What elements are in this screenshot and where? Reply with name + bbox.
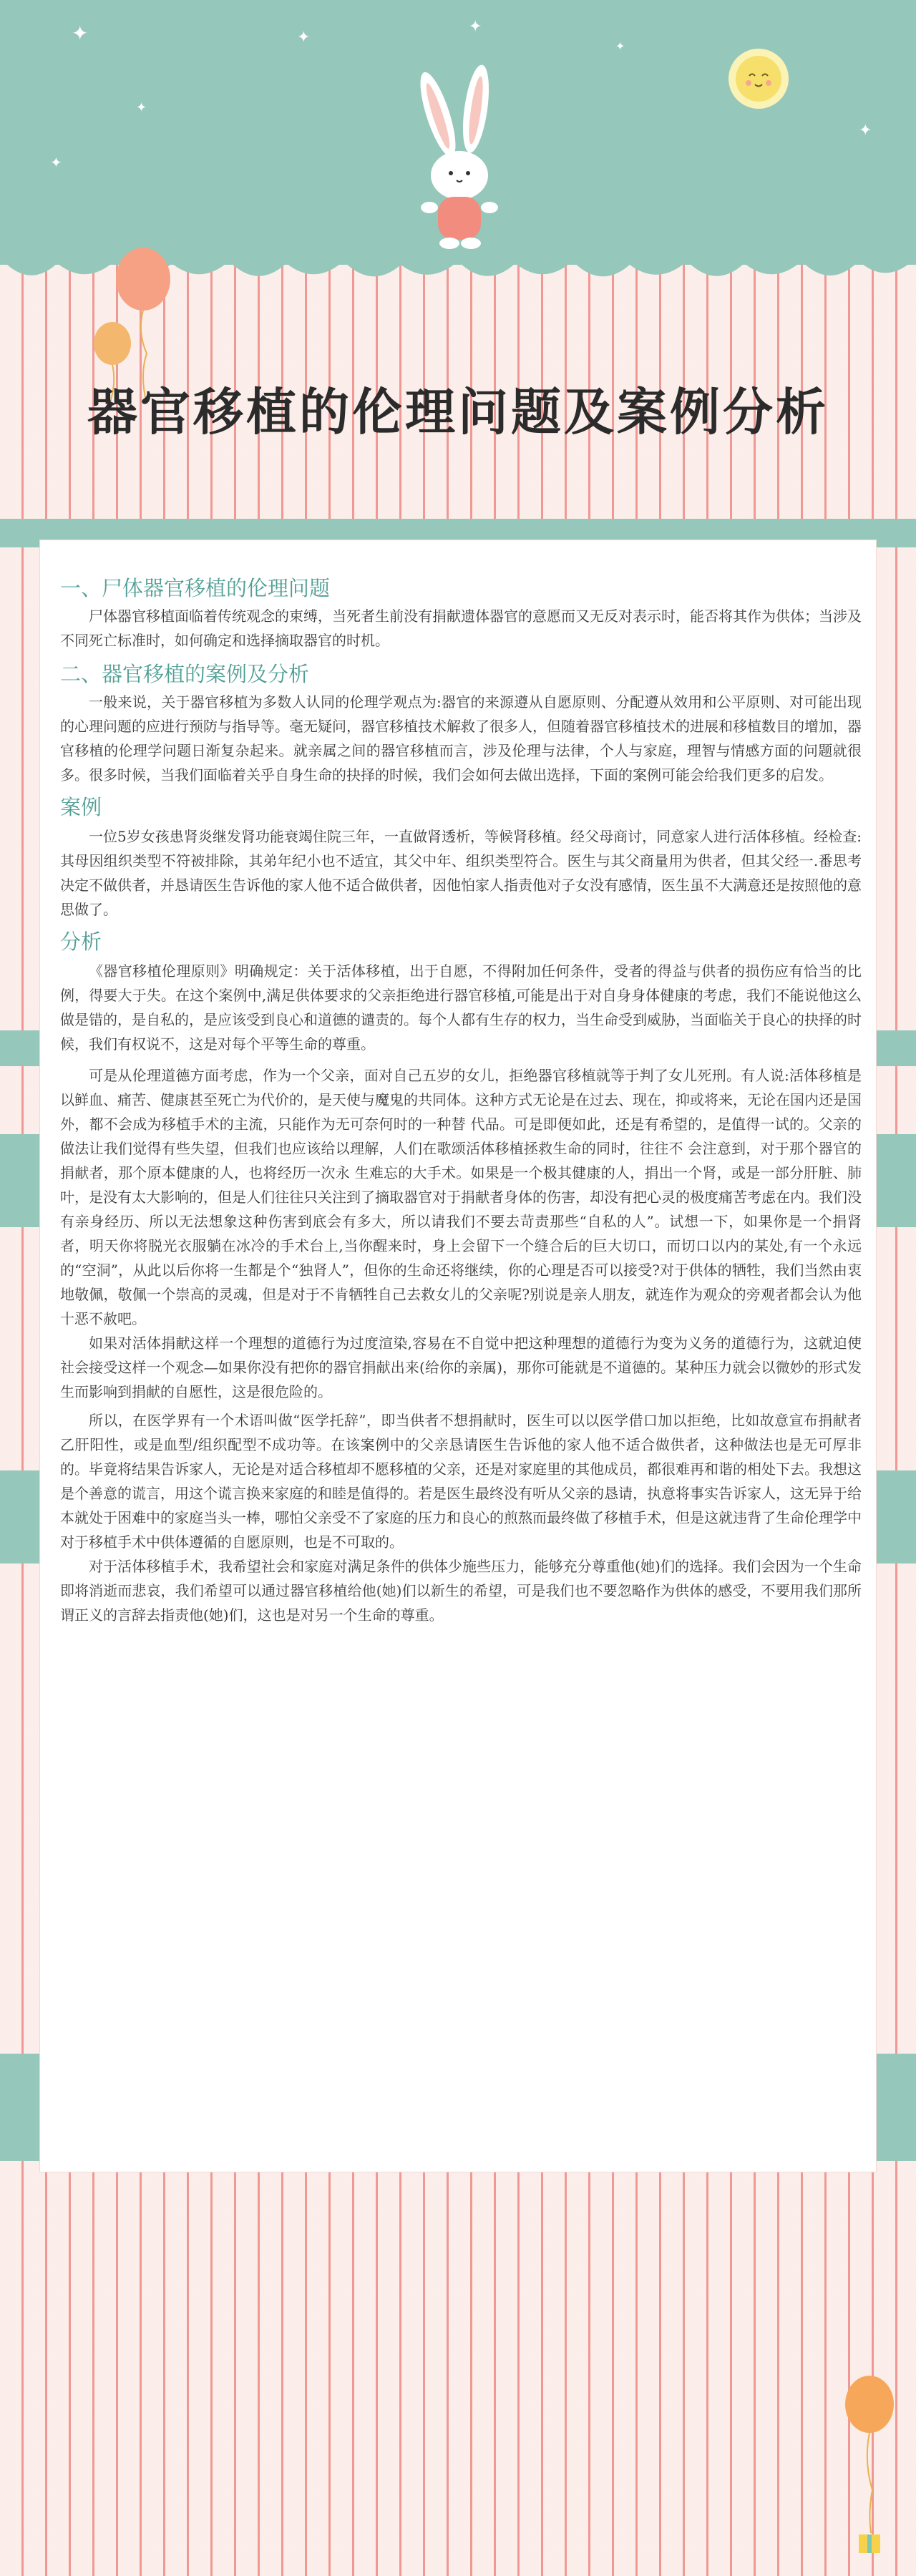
analysis-paragraph-4: 所以，在医学界有一个术语叫做“医学托辞”，即当供者不想捐献时，医生可以以医学借口加以拒绝，比如故意宣布捐献者乙肝阳性，或是血型/组织配型不成功等。在该案例中的父亲恳请医生告诉他的家人他不适合做供者，这种做法也是无可厚非的。毕竟将结果告诉家人，无论是对适合移植却不愿移植的父亲，还是对家庭里的其他成员，都很难再和谐的相处下去。我想这是个善意的谎言，用这个谎言换来家庭的和睦是值得的。若是医生最终没有听从父亲的恳请，执意将事实告诉家人，这无异于给本就处于困难中的家庭当头一棒，哪怕父亲受不了家庭的压力和良心的煎熬而最终做了移植手术，但是这就违背了生命伦理学中对于移植手术中供体遵循的自愿原则，也是不可取的。: [60, 1412, 862, 1551]
analysis-paragraph-1: 《器官移植伦理原则》明确规定：关于活体移植，出于自愿，不得附加任何条件，受者的得益与供者的损伤应有恰当的比例，得要大于失。在这个案例中,满足供体要求的父亲拒绝进行器官移植,可能是出于对自身身体健康的考虑，我们不能说他这么做是错的，是自私的，是应该受到良心和道德的谴责的。每个人都有生存的权力，当生命受到威胁，当面临关于良心的抉择的时候，我们有权说不，这是对每个平等生命的尊重。: [60, 962, 862, 1053]
analysis-paragraph-3: 如果对活体捐献这样一个理想的道德行为过度渲染,容易在不自觉中把这种理想的道德行为变为义务的道德行为，这就迫使社会接受这样一个观念—如果你没有把你的器官捐献出来(给你的亲属)，那你可能就是不道德的。某种压力就会以微妙的形式发生而影响到捐献的自愿性，这是很危险的。: [60, 1335, 862, 1400]
case-heading: 案例: [60, 795, 102, 819]
section-heading-1: 一、尸体器官移植的伦理问题: [60, 576, 331, 600]
sparkle-icon: ✦: [615, 39, 625, 53]
section-2-paragraph: 一般来说，关于器官移植为多数人认同的伦理学观点为:器官的来源遵从自愿原则、分配遵从效用和公平原则、对可能出现的心理问题的应进行预防与指导等。毫无疑问，器官移植技术解救了很多人，但随着器官移植技术的进展和移植数目的增加，器官移植的伦理学问题日渐复杂起来。就亲属之间的器官移植而言，涉及伦理与法律，个人与家庭，理智与情感方面的问题就很多。很多时候，当我们面临着关乎自身生命的抉择的时候，我们会如何去做出选择，下面的案例可能会给我们更多的启发。: [60, 693, 862, 784]
sparkle-icon: ✦: [297, 29, 311, 47]
sparkle-icon: ✦: [859, 122, 872, 140]
analysis-paragraph-5: 对于活体移植手术，我希望社会和家庭对满足条件的供体少施些压力，能够充分尊重他(她)们的选择。我们会因为一个生命即将消逝而悲哀，我们希望可以通过器官移植给他(她)们以新生的希望，可是我们也不要忽略作为供体的感受，不要用我们那所谓正义的言辞去指责他(她)们，这也是对另一个生命的尊重。: [60, 1558, 862, 1624]
sparkle-icon: ✦: [136, 100, 147, 115]
sparkle-icon: ✦: [50, 154, 62, 171]
analysis-heading: 分析: [60, 930, 102, 954]
bunny-illustration: [401, 64, 515, 272]
case-paragraph: 一位5岁女孩患肾炎继发肾功能衰竭住院三年，一直做肾透析，等候肾移植。经父母商讨，同意家人进行活体移植。经检查:其母因组织类型不符被排除，其弟年纪小也不适宜，其父中年、组织类型符合。医生与其父商量用为供者，但其父经一.番思考决定不做供者，并恳请医生告诉他的家人他不适合做供者，因他怕家人指责他对子女没有感情，医生虽不大满意还是按照他的意思做了。: [60, 828, 862, 918]
balloon-icon: [837, 2368, 902, 2569]
sparkle-icon: ✦: [469, 18, 482, 36]
analysis-paragraph-2: 可是从伦理道德方面考虑，作为一个父亲，面对自己五岁的女儿，拒绝器官移植就等于判了女儿死刑。有人说:活体移植是以鲜血、痛苦、健康甚至死亡为代价的，是天使与魔鬼的共同体。这种方式无论是在过去、现在，抑或将来，无论在国内还是国外，都不会成为移植手术的主流，只能作为无可奈何时的一种替 代品。可是即便如此，还是有希望的，是值得一试的。父亲的做法让我们觉得有些失望，但我们也应该给以理解，人们在歌颂活体移植拯救生命的同时，往往不 会注意到，对于那个器官的捐献者，那个原本健康的人，也将经历一次永 生难忘的大手术。如果是一个极其健康的人，捐出一个肾，或是一部分肝脏、肺叶，是没有太大影响的，但是人们往往只关注到了摘取器官对于捐献者身体的伤害，却没有把心灵的极度痛苦考虑在内。我们没有亲身经历、所以无法想象这种伤害到底会有多大，所以请我们不要去苛责那些“自私的人”。试想一下，如果你是一个捐肾者，明天你将脱光衣服躺在冰冷的手术台上,当你醒来时，身上会留下一个缝合后的巨大切口，而切口以内的某处,有一个永远的“空洞”，从此以后你将一生都是个“独肾人”，但你的生命还将继续，你的心理是否可以接受?对于供体的牺牲，我们当然由衷地敬佩，敬佩一个崇高的灵魂，但是对于不肯牺牲自己去救女儿的父亲呢?别说是亲人朋友，就连作为观众的旁观者都会认为他十恶不赦吧。: [60, 1067, 862, 1327]
sparkle-icon: ✦: [72, 21, 89, 45]
article-content: [60, 572, 862, 1627]
page-title: 器官移植的伦理问题及案例分析: [87, 383, 829, 441]
section-heading-2: 二、器官移植的案例及分析: [60, 662, 310, 686]
section-1-paragraph: 尸体器官移植面临着传统观念的束缚，当死者生前没有捐献遗体器官的意愿而又无反对表示时，能否将其作为供体；当涉及不同死亡标准时，如何确定和选择摘取器官的时机。: [60, 608, 862, 649]
sun-icon: [723, 43, 794, 114]
